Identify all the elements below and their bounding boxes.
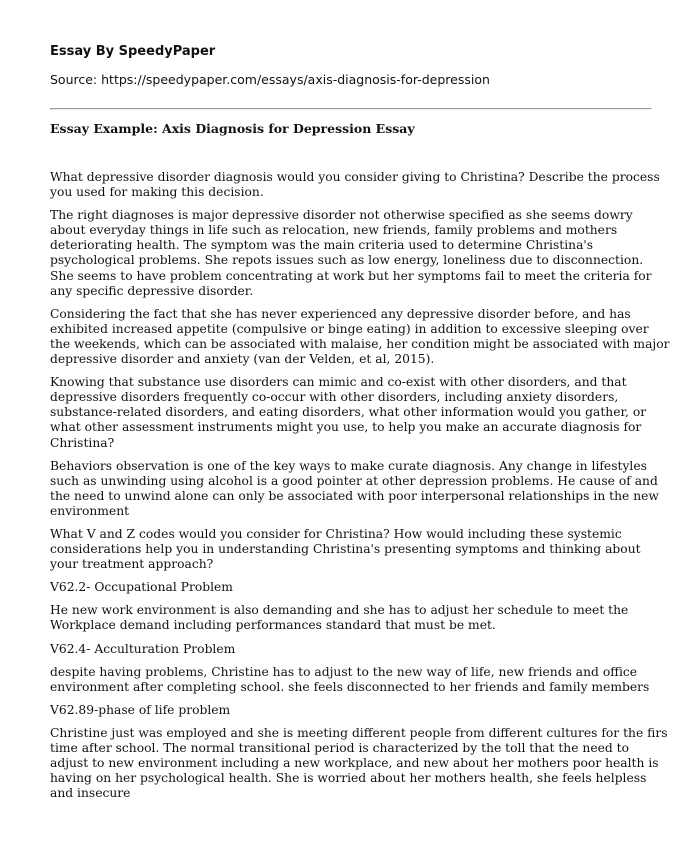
essay-brand-title: Essay By SpeedyPaper	[50, 44, 216, 59]
source-url: Source: https://speedypaper.com/essays/axis-diagnosis-for-depression	[50, 72, 490, 87]
paragraph: Christine just was employed and she is meeting different people from different cultures for the firs time after school. The normal transitional period is characterized by the toll that the need to adjust to new environment including a new workplace, and new about her mothers poor health is having on her psychological health. She is worried about her mothers health, she feels helpless and insecure	[50, 725, 668, 801]
paragraph: Behaviors observation is one of the key ways to make curate diagnosis. Any change in lifestyles such as unwinding using alcohol is a good pointer at other depression problems. He cause of and the need to unwind alone can only be associated with poor interpersonal relationships in the new environment	[50, 458, 659, 518]
paragraph: What V and Z codes would you consider for Christina? How would including these systemic considerations help you in understanding Christina's presenting symptoms and thinking about your treatment approach?	[50, 526, 641, 572]
paragraph: Considering the fact that she has never experienced any depressive disorder before, and has exhibited increased appetite (compulsive or binge eating) in addition to excessive sleeping over the weekends, which can be associated with malaise, her condition might be associated with major depressive disorder and anxiety (van der Velden, et al, 2015).	[50, 306, 670, 367]
section-heading: V62.4- Acculturation Problem	[50, 641, 236, 656]
paragraph: What depressive disorder diagnosis would you consider giving to Christina? Describe the process you used for making this decision.	[50, 170, 660, 200]
header-divider	[50, 108, 652, 110]
section-heading: V62.89-phase of life problem	[50, 702, 231, 717]
paragraph: The right diagnoses is major depressive disorder not otherwise specified as she seems dowry about everyday things in life such as relocation, new friends, family problems and mothers deteriorating health. The symptom was the main criteria used to determine Christina's psychological problems. She repots issues such as low energy, loneliness due to disconnection. She seems to have problem concentrating at work but her symptoms fail to meet the criteria for any specific depressive disorder.	[50, 208, 652, 298]
paragraph: Knowing that substance use disorders can mimic and co-exist with other disorders, and that depressive disorders frequently co-occur with other disorders, including anxiety disorders, substance-related disorders, and eating disorders, what other information would you gather, or what other assessment instruments might you use, to help you make an accurate diagnosis for Christina?	[50, 375, 647, 450]
essay-body	[50, 170, 670, 809]
essay-title: Essay Example: Axis Diagnosis for Depression Essay	[50, 121, 415, 136]
paragraph: He new work environment is also demanding and she has to adjust her schedule to meet the Workplace demand including performances standard that must be met.	[50, 603, 629, 633]
section-heading: V62.2- Occupational Problem	[50, 580, 233, 595]
paragraph: despite having problems, Christine has to adjust to the new way of life, new friends and office environment after completing school. she feels disconnected to her friends and family members	[50, 664, 650, 694]
